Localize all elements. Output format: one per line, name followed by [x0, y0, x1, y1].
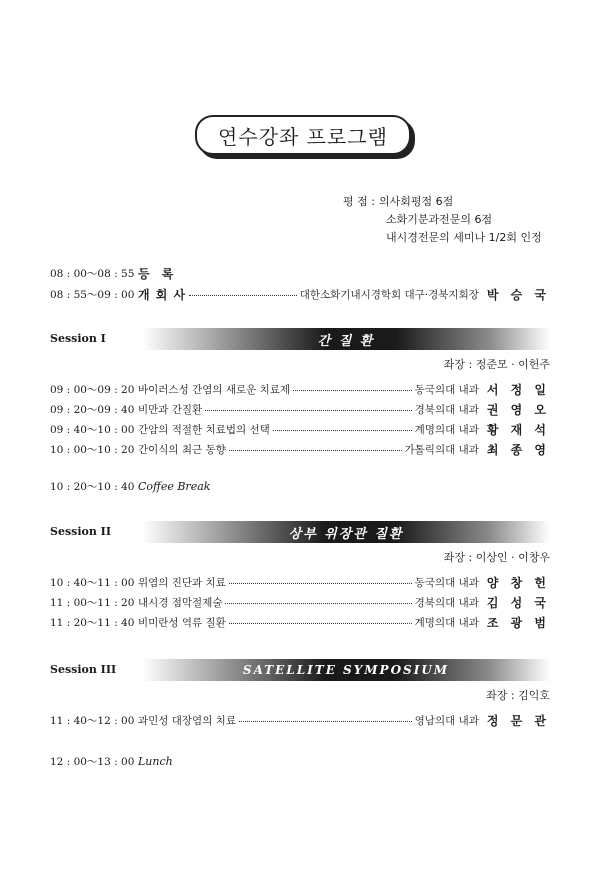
- topic: 과민성 대장염의 치료: [138, 714, 236, 727]
- time: 11 : 00～11 : 20: [50, 596, 135, 609]
- leader-dots: [229, 450, 402, 451]
- schedule-row-registration: [50, 264, 550, 282]
- lunch-row: [50, 752, 550, 770]
- session-bar: [142, 659, 550, 681]
- speaker: 김 성 국: [486, 595, 550, 610]
- topic: 내시경 점막절제술: [138, 596, 223, 609]
- speaker: 박 승 국: [486, 287, 550, 302]
- leader-dots: [273, 430, 412, 431]
- affiliation: 계명의대 내과: [414, 616, 479, 629]
- session-title: 간 질 환: [317, 333, 375, 349]
- coffee-break-row: [50, 477, 550, 495]
- session-title: SATELLITE SYMPOSIUM: [242, 663, 450, 677]
- leader-dots: [205, 410, 411, 411]
- session-label: Session I: [50, 332, 106, 345]
- topic: 바이러스성 간염의 새로운 치료제: [138, 383, 291, 396]
- talk-row: [50, 440, 550, 458]
- time: 11 : 20～11 : 40: [50, 616, 135, 629]
- time: 08 : 55～09 : 00: [50, 288, 135, 301]
- affiliation: 동국의대 내과: [414, 576, 479, 589]
- leader-dots: [293, 390, 412, 391]
- break-label: Lunch: [138, 754, 173, 768]
- affiliation: 동국의대 내과: [414, 383, 479, 396]
- speaker: 최 종 영: [486, 442, 550, 457]
- session-3-header: [50, 659, 550, 681]
- leader-dots: [229, 583, 412, 584]
- affiliation: 계명의대 내과: [414, 423, 479, 436]
- credits-block: [343, 193, 542, 247]
- affiliation: 경북의대 내과: [414, 596, 479, 609]
- talk-row: [50, 711, 550, 729]
- speaker: 정 문 관: [486, 713, 550, 728]
- leader-dots: [189, 295, 297, 296]
- time: 10 : 20～10 : 40: [50, 480, 135, 493]
- leader-dots: [229, 623, 412, 624]
- credit-line: 의사회평점 6점: [379, 195, 454, 208]
- session-label: Session III: [50, 663, 117, 676]
- session-2-header: [50, 521, 550, 543]
- speaker: 양 창 헌: [486, 575, 550, 590]
- leader-dots: [239, 721, 412, 722]
- topic: 위염의 진단과 치료: [138, 576, 226, 589]
- speaker: 서 정 일: [486, 382, 550, 397]
- topic: 개 회 사: [138, 287, 187, 302]
- talk-row: [50, 613, 550, 631]
- affiliation: 경북의대 내과: [414, 403, 479, 416]
- session-bar: [142, 328, 550, 350]
- session-title: 상부 위장관 질환: [288, 526, 404, 542]
- talk-row: [50, 573, 550, 591]
- talk-row: [50, 593, 550, 611]
- topic: 간이식의 최근 동향: [138, 443, 226, 456]
- time: 09 : 20～09 : 40: [50, 403, 135, 416]
- session-3-chair: 좌장 : 김익호: [486, 689, 550, 702]
- time: 12 : 00～13 : 00: [50, 755, 135, 768]
- session-2-chair: 좌장 : 이상인 · 이창우: [443, 551, 550, 564]
- credit-line: 내시경전문의 세미나 1/2회 인정: [386, 231, 542, 244]
- affiliation: 가톨릭의대 내과: [404, 443, 479, 456]
- time: 08 : 00～08 : 55: [50, 267, 135, 280]
- talk-row: [50, 400, 550, 418]
- time: 09 : 00～09 : 20: [50, 383, 135, 396]
- program-title: 연수강좌 프로그램: [195, 115, 411, 155]
- break-label: Coffee Break: [138, 479, 211, 493]
- session-label: Session II: [50, 525, 111, 538]
- affiliation: 영남의대 내과: [414, 714, 479, 727]
- time: 10 : 40～11 : 00: [50, 576, 135, 589]
- speaker: 조 광 범: [486, 615, 550, 630]
- time: 10 : 00～10 : 20: [50, 443, 135, 456]
- session-bar: [142, 521, 550, 543]
- credit-line: 소화기분과전문의 6점: [386, 213, 493, 226]
- speaker: 권 영 오: [486, 402, 550, 417]
- talk-row: [50, 380, 550, 398]
- affiliation: 대한소화기내시경학회 대구·경북지회장: [299, 288, 479, 301]
- speaker: 황 재 석: [486, 422, 550, 437]
- time: 09 : 40～10 : 00: [50, 423, 135, 436]
- time: 11 : 40～12 : 00: [50, 714, 135, 727]
- talk-row: [50, 420, 550, 438]
- topic: 비미란성 역류 질환: [138, 616, 226, 629]
- topic: 등 록: [138, 266, 178, 281]
- session-1-chair: 좌장 : 정준모 · 이헌주: [443, 358, 550, 371]
- leader-dots: [225, 603, 411, 604]
- credits-label: 평 점 :: [343, 195, 375, 208]
- schedule-row-opening: [50, 285, 550, 303]
- session-1-header: [50, 328, 550, 350]
- topic: 비만과 간질환: [138, 403, 203, 416]
- topic: 간암의 적절한 치료법의 선택: [138, 423, 270, 436]
